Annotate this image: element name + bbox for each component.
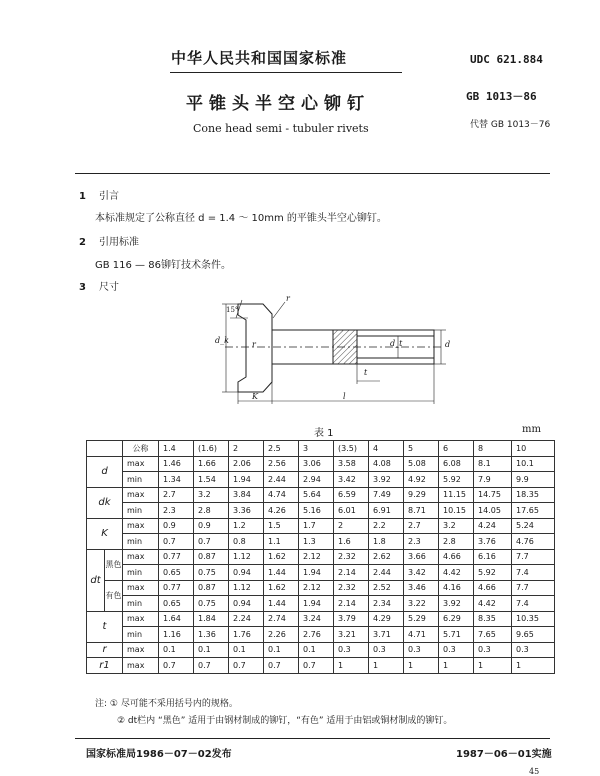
- limit-label-max: max: [123, 658, 159, 674]
- table-cell: 0.7: [264, 658, 299, 674]
- table-cell: 2.94: [299, 472, 334, 488]
- table-cell: 2.8: [194, 503, 229, 519]
- table-cell: 8: [474, 441, 512, 457]
- drawing-label-t: t: [364, 368, 368, 377]
- table-cell: 3.46: [404, 580, 439, 596]
- table-cell: 0.77: [159, 549, 194, 565]
- table-cell: 7.7: [512, 549, 555, 565]
- table-row: [87, 518, 555, 534]
- udc-code: UDC 621.884: [470, 53, 543, 66]
- table-cell: 0.7: [229, 658, 264, 674]
- table-cell: 0.94: [229, 596, 264, 612]
- section-1-title: 引言: [99, 191, 119, 202]
- table-cell: 1.44: [264, 565, 299, 581]
- table-cell: 1.76: [229, 627, 264, 643]
- table-row: [87, 596, 555, 612]
- table-cell: 1.2: [229, 518, 264, 534]
- section-3-number: 3: [79, 282, 86, 293]
- table-cell: 1.3: [299, 534, 334, 550]
- table-cell: 3.71: [369, 627, 404, 643]
- table-cell: 2.26: [264, 627, 299, 643]
- table-row: [87, 534, 555, 550]
- limit-label-min: min: [123, 565, 159, 581]
- table-cell: 4.66: [474, 580, 512, 596]
- table-cell: 0.3: [512, 642, 555, 658]
- table-cell: 0.7: [159, 534, 194, 550]
- material-label: 黑色: [105, 549, 123, 580]
- table-cell: 2: [229, 441, 264, 457]
- table-cell: 0.8: [229, 534, 264, 550]
- issue-date: 国家标准局1986－07－02发布: [86, 749, 232, 760]
- table-row: [87, 611, 555, 627]
- section-1-number: 1: [79, 191, 86, 202]
- table-cell: 2.06: [229, 456, 264, 472]
- table-corner: [87, 441, 123, 457]
- document-title: 平锥头半空心铆钉: [186, 94, 370, 114]
- table-cell: 3.2: [194, 487, 229, 503]
- table-cell: 3.92: [439, 596, 474, 612]
- table-cell: 0.7: [299, 658, 334, 674]
- note-1: [95, 696, 238, 709]
- english-title: Cone head semi - tubuler rivets: [193, 122, 369, 135]
- table-cell: 4.42: [439, 565, 474, 581]
- table-cell: 2.7: [404, 518, 439, 534]
- table-cell: 14.75: [474, 487, 512, 503]
- table-cell: 1.16: [159, 627, 194, 643]
- table-cell: 2.3: [404, 534, 439, 550]
- table-cell: 0.1: [264, 642, 299, 658]
- table-cell: 0.3: [439, 642, 474, 658]
- table-cell: 2.56: [264, 456, 299, 472]
- table-cell: 0.9: [159, 518, 194, 534]
- table-cell: 1.62: [264, 580, 299, 596]
- table-cell: 8.35: [474, 611, 512, 627]
- table-cell: 3.66: [404, 549, 439, 565]
- table-cell: 10: [512, 441, 555, 457]
- table-cell: 9.9: [512, 472, 555, 488]
- table-cell: 0.1: [299, 642, 334, 658]
- table-cell: 4.92: [404, 472, 439, 488]
- table-cell: 3.42: [404, 565, 439, 581]
- table-cell: 3.21: [334, 627, 369, 643]
- table-row: [87, 580, 555, 596]
- table-cell: 0.1: [159, 642, 194, 658]
- table-cell: 0.94: [229, 565, 264, 581]
- limit-label-max: max: [123, 456, 159, 472]
- table-cell: 0.7: [194, 658, 229, 674]
- drawing-label-r: r: [286, 294, 290, 303]
- section-1-text: 本标准规定了公称直径 d = 1.4 ～ 10mm 的平锥头半空心铆钉。: [95, 213, 387, 224]
- table-cell: 2.62: [369, 549, 404, 565]
- table-cell: 6.16: [474, 549, 512, 565]
- table-cell: 7.4: [512, 565, 555, 581]
- table-cell: 1.8: [369, 534, 404, 550]
- table-cell: 2.12: [299, 580, 334, 596]
- table-cell: 5.71: [439, 627, 474, 643]
- table-cell: 1.66: [194, 456, 229, 472]
- row-symbol-dk: dk: [87, 487, 123, 518]
- table-cell: 1: [439, 658, 474, 674]
- r-leader: [273, 302, 285, 318]
- table-cell: 0.3: [369, 642, 404, 658]
- table-cell: 1.6: [334, 534, 369, 550]
- table-cell: 4.71: [404, 627, 439, 643]
- table-cell: 1.84: [194, 611, 229, 627]
- table-cell: 7.9: [474, 472, 512, 488]
- table-cell: 1.36: [194, 627, 229, 643]
- table-row: [87, 503, 555, 519]
- table-cell: 6.91: [369, 503, 404, 519]
- table-cell: 2.12: [299, 549, 334, 565]
- limit-label-max: max: [123, 642, 159, 658]
- table-row: [87, 472, 555, 488]
- limit-label-min: min: [123, 472, 159, 488]
- limit-label-max: max: [123, 580, 159, 596]
- table-cell: 9.65: [512, 627, 555, 643]
- drawing-label-r-head: r: [252, 340, 256, 349]
- table-cell: 10.35: [512, 611, 555, 627]
- table-cell: 1.64: [159, 611, 194, 627]
- table-cell: 0.87: [194, 580, 229, 596]
- table-cell: 5.24: [512, 518, 555, 534]
- note-1-text: ① 尽可能不采用括号内的规格。: [109, 699, 238, 709]
- table-cell: 3.79: [334, 611, 369, 627]
- table-cell: 2: [334, 518, 369, 534]
- nominal-label: 公称: [123, 441, 159, 457]
- effective-date: 1987－06－01实施: [456, 749, 552, 760]
- table-cell: 0.9: [194, 518, 229, 534]
- table-cell: 1.4: [159, 441, 194, 457]
- table-cell: 6.59: [334, 487, 369, 503]
- table-cell: 5.08: [404, 456, 439, 472]
- drawing-label-dt: d_t: [390, 339, 403, 348]
- limit-label-max: max: [123, 611, 159, 627]
- table-cell: 8.1: [474, 456, 512, 472]
- drawing-label-d: d: [445, 340, 451, 349]
- table-cell: 2.76: [299, 627, 334, 643]
- table-cell: 1.94: [299, 596, 334, 612]
- limit-label-min: min: [123, 627, 159, 643]
- table-cell: 3.84: [229, 487, 264, 503]
- row-symbol-t: t: [87, 611, 123, 642]
- table-cell: 1: [404, 658, 439, 674]
- table-cell: 4: [369, 441, 404, 457]
- table-cell: 0.75: [194, 565, 229, 581]
- table-cell: 3.22: [404, 596, 439, 612]
- table-row: [87, 487, 555, 503]
- table-cell: 1.44: [264, 596, 299, 612]
- section-2-text: GB 116 — 86铆钉技术条件。: [95, 260, 231, 271]
- replaces-standard: 代替 GB 1013－76: [470, 120, 551, 130]
- table-cell: 1.12: [229, 549, 264, 565]
- table-cell: 3.92: [369, 472, 404, 488]
- table-cell: 0.75: [194, 596, 229, 612]
- drawing-label-l: l: [343, 392, 346, 401]
- table-cell: 1: [334, 658, 369, 674]
- table-cell: 11.15: [439, 487, 474, 503]
- table-row: [87, 627, 555, 643]
- drawing-label-dk: d_k: [215, 336, 229, 345]
- table-cell: 3.36: [229, 503, 264, 519]
- table-unit: mm: [522, 424, 541, 435]
- table-cell: 4.24: [474, 518, 512, 534]
- table-cell: 1.1: [264, 534, 299, 550]
- section-2-title: 引用标准: [99, 237, 139, 248]
- table-cell: 5: [404, 441, 439, 457]
- page-number: 45: [529, 767, 540, 776]
- table-cell: 2.44: [264, 472, 299, 488]
- footer-rule: [75, 738, 550, 739]
- table-cell: 18.35: [512, 487, 555, 503]
- table-cell: 4.42: [474, 596, 512, 612]
- table-cell: 1.94: [229, 472, 264, 488]
- table-cell: 1.94: [299, 565, 334, 581]
- table-cell: 8.71: [404, 503, 439, 519]
- table-cell: 10.1: [512, 456, 555, 472]
- material-label: 有色: [105, 580, 123, 611]
- table-row-nominal: [87, 441, 555, 457]
- table-row: [87, 642, 555, 658]
- table-cell: 3.58: [334, 456, 369, 472]
- table-row: [87, 658, 555, 674]
- table-cell: 1: [474, 658, 512, 674]
- table-cell: 17.65: [512, 503, 555, 519]
- table-cell: 10.15: [439, 503, 474, 519]
- table-cell: 6: [439, 441, 474, 457]
- table-cell: (3.5): [334, 441, 369, 457]
- table-cell: 1.54: [194, 472, 229, 488]
- table-cell: 1.12: [229, 580, 264, 596]
- table-cell: 14.05: [474, 503, 512, 519]
- table-cell: 1.46: [159, 456, 194, 472]
- table-cell: 0.1: [194, 642, 229, 658]
- table-cell: (1.6): [194, 441, 229, 457]
- table-cell: 5.64: [299, 487, 334, 503]
- row-symbol-r1: r1: [87, 658, 123, 674]
- table-cell: 4.76: [512, 534, 555, 550]
- table-cell: 0.1: [229, 642, 264, 658]
- table-cell: 7.7: [512, 580, 555, 596]
- table-cell: 4.29: [369, 611, 404, 627]
- limit-label-min: min: [123, 596, 159, 612]
- limit-label-min: min: [123, 534, 159, 550]
- table-cell: 0.7: [194, 534, 229, 550]
- angle-label: 15°: [226, 306, 239, 314]
- limit-label-max: max: [123, 518, 159, 534]
- limit-label-min: min: [123, 503, 159, 519]
- table-cell: 2.3: [159, 503, 194, 519]
- table-cell: 4.74: [264, 487, 299, 503]
- table-cell: 5.16: [299, 503, 334, 519]
- table-cell: 0.3: [474, 642, 512, 658]
- table-cell: 7.4: [512, 596, 555, 612]
- table-cell: 2.8: [439, 534, 474, 550]
- table-cell: 3.42: [334, 472, 369, 488]
- table-cell: 2.14: [334, 596, 369, 612]
- table-cell: 3.06: [299, 456, 334, 472]
- table-cell: 3.76: [474, 534, 512, 550]
- standard-number: GB 1013－86: [466, 90, 537, 103]
- note-2-text: ② dt栏内 “黑色” 适用于由钢材制成的铆钉，“有色” 适用于由铝或铜材制成的铆钉。: [117, 716, 453, 726]
- issuing-organization: 中华人民共和国国家标准: [171, 49, 348, 67]
- table-cell: 6.29: [439, 611, 474, 627]
- table-row: [87, 549, 555, 565]
- table-cell: 0.77: [159, 580, 194, 596]
- notes-label: 注:: [95, 699, 108, 709]
- drawing-label-k: K: [252, 392, 258, 401]
- table-cell: 2.32: [334, 549, 369, 565]
- table-cell: 2.52: [369, 580, 404, 596]
- table-cell: 0.65: [159, 596, 194, 612]
- table-cell: 1.5: [264, 518, 299, 534]
- section-3-title: 尺寸: [99, 282, 119, 293]
- table-cell: 5.92: [439, 472, 474, 488]
- row-symbol-k: K: [87, 518, 123, 549]
- limit-label-max: max: [123, 549, 159, 565]
- table-cell: 5.92: [474, 565, 512, 581]
- limit-label-max: max: [123, 487, 159, 503]
- table-cell: 2.32: [334, 580, 369, 596]
- table-cell: 2.34: [369, 596, 404, 612]
- table-cell: 4.16: [439, 580, 474, 596]
- table-cell: 2.7: [159, 487, 194, 503]
- table-row: [87, 565, 555, 581]
- table-cell: 4.08: [369, 456, 404, 472]
- table-cell: 9.29: [404, 487, 439, 503]
- table-cell: 1: [369, 658, 404, 674]
- table-cell: 1.34: [159, 472, 194, 488]
- table-cell: 0.65: [159, 565, 194, 581]
- table-cell: 4.26: [264, 503, 299, 519]
- table-cell: 1.62: [264, 549, 299, 565]
- table-caption: 表 1: [314, 428, 334, 439]
- table-cell: 7.49: [369, 487, 404, 503]
- table-cell: 2.5: [264, 441, 299, 457]
- table-cell: 2.44: [369, 565, 404, 581]
- table-cell: 5.29: [404, 611, 439, 627]
- table-cell: 2.14: [334, 565, 369, 581]
- row-symbol-r: r: [87, 642, 123, 658]
- table-cell: 2.24: [229, 611, 264, 627]
- table-cell: 7.65: [474, 627, 512, 643]
- table-cell: 0.7: [159, 658, 194, 674]
- table-cell: 2.74: [264, 611, 299, 627]
- table-cell: 6.08: [439, 456, 474, 472]
- table-cell: 3.24: [299, 611, 334, 627]
- table-cell: 0.3: [404, 642, 439, 658]
- table-cell: 0.87: [194, 549, 229, 565]
- table-cell: 3.2: [439, 518, 474, 534]
- row-symbol-dt: dt: [87, 549, 105, 611]
- table-cell: 1.7: [299, 518, 334, 534]
- section-2-number: 2: [79, 237, 86, 248]
- table-cell: 4.66: [439, 549, 474, 565]
- table-cell: 0.3: [334, 642, 369, 658]
- table-cell: 2.2: [369, 518, 404, 534]
- row-symbol-d: d: [87, 456, 123, 487]
- table-cell: 3: [299, 441, 334, 457]
- table-row: [87, 456, 555, 472]
- table-cell: 6.01: [334, 503, 369, 519]
- table-cell: 1: [512, 658, 555, 674]
- dimensions-table: [86, 440, 555, 674]
